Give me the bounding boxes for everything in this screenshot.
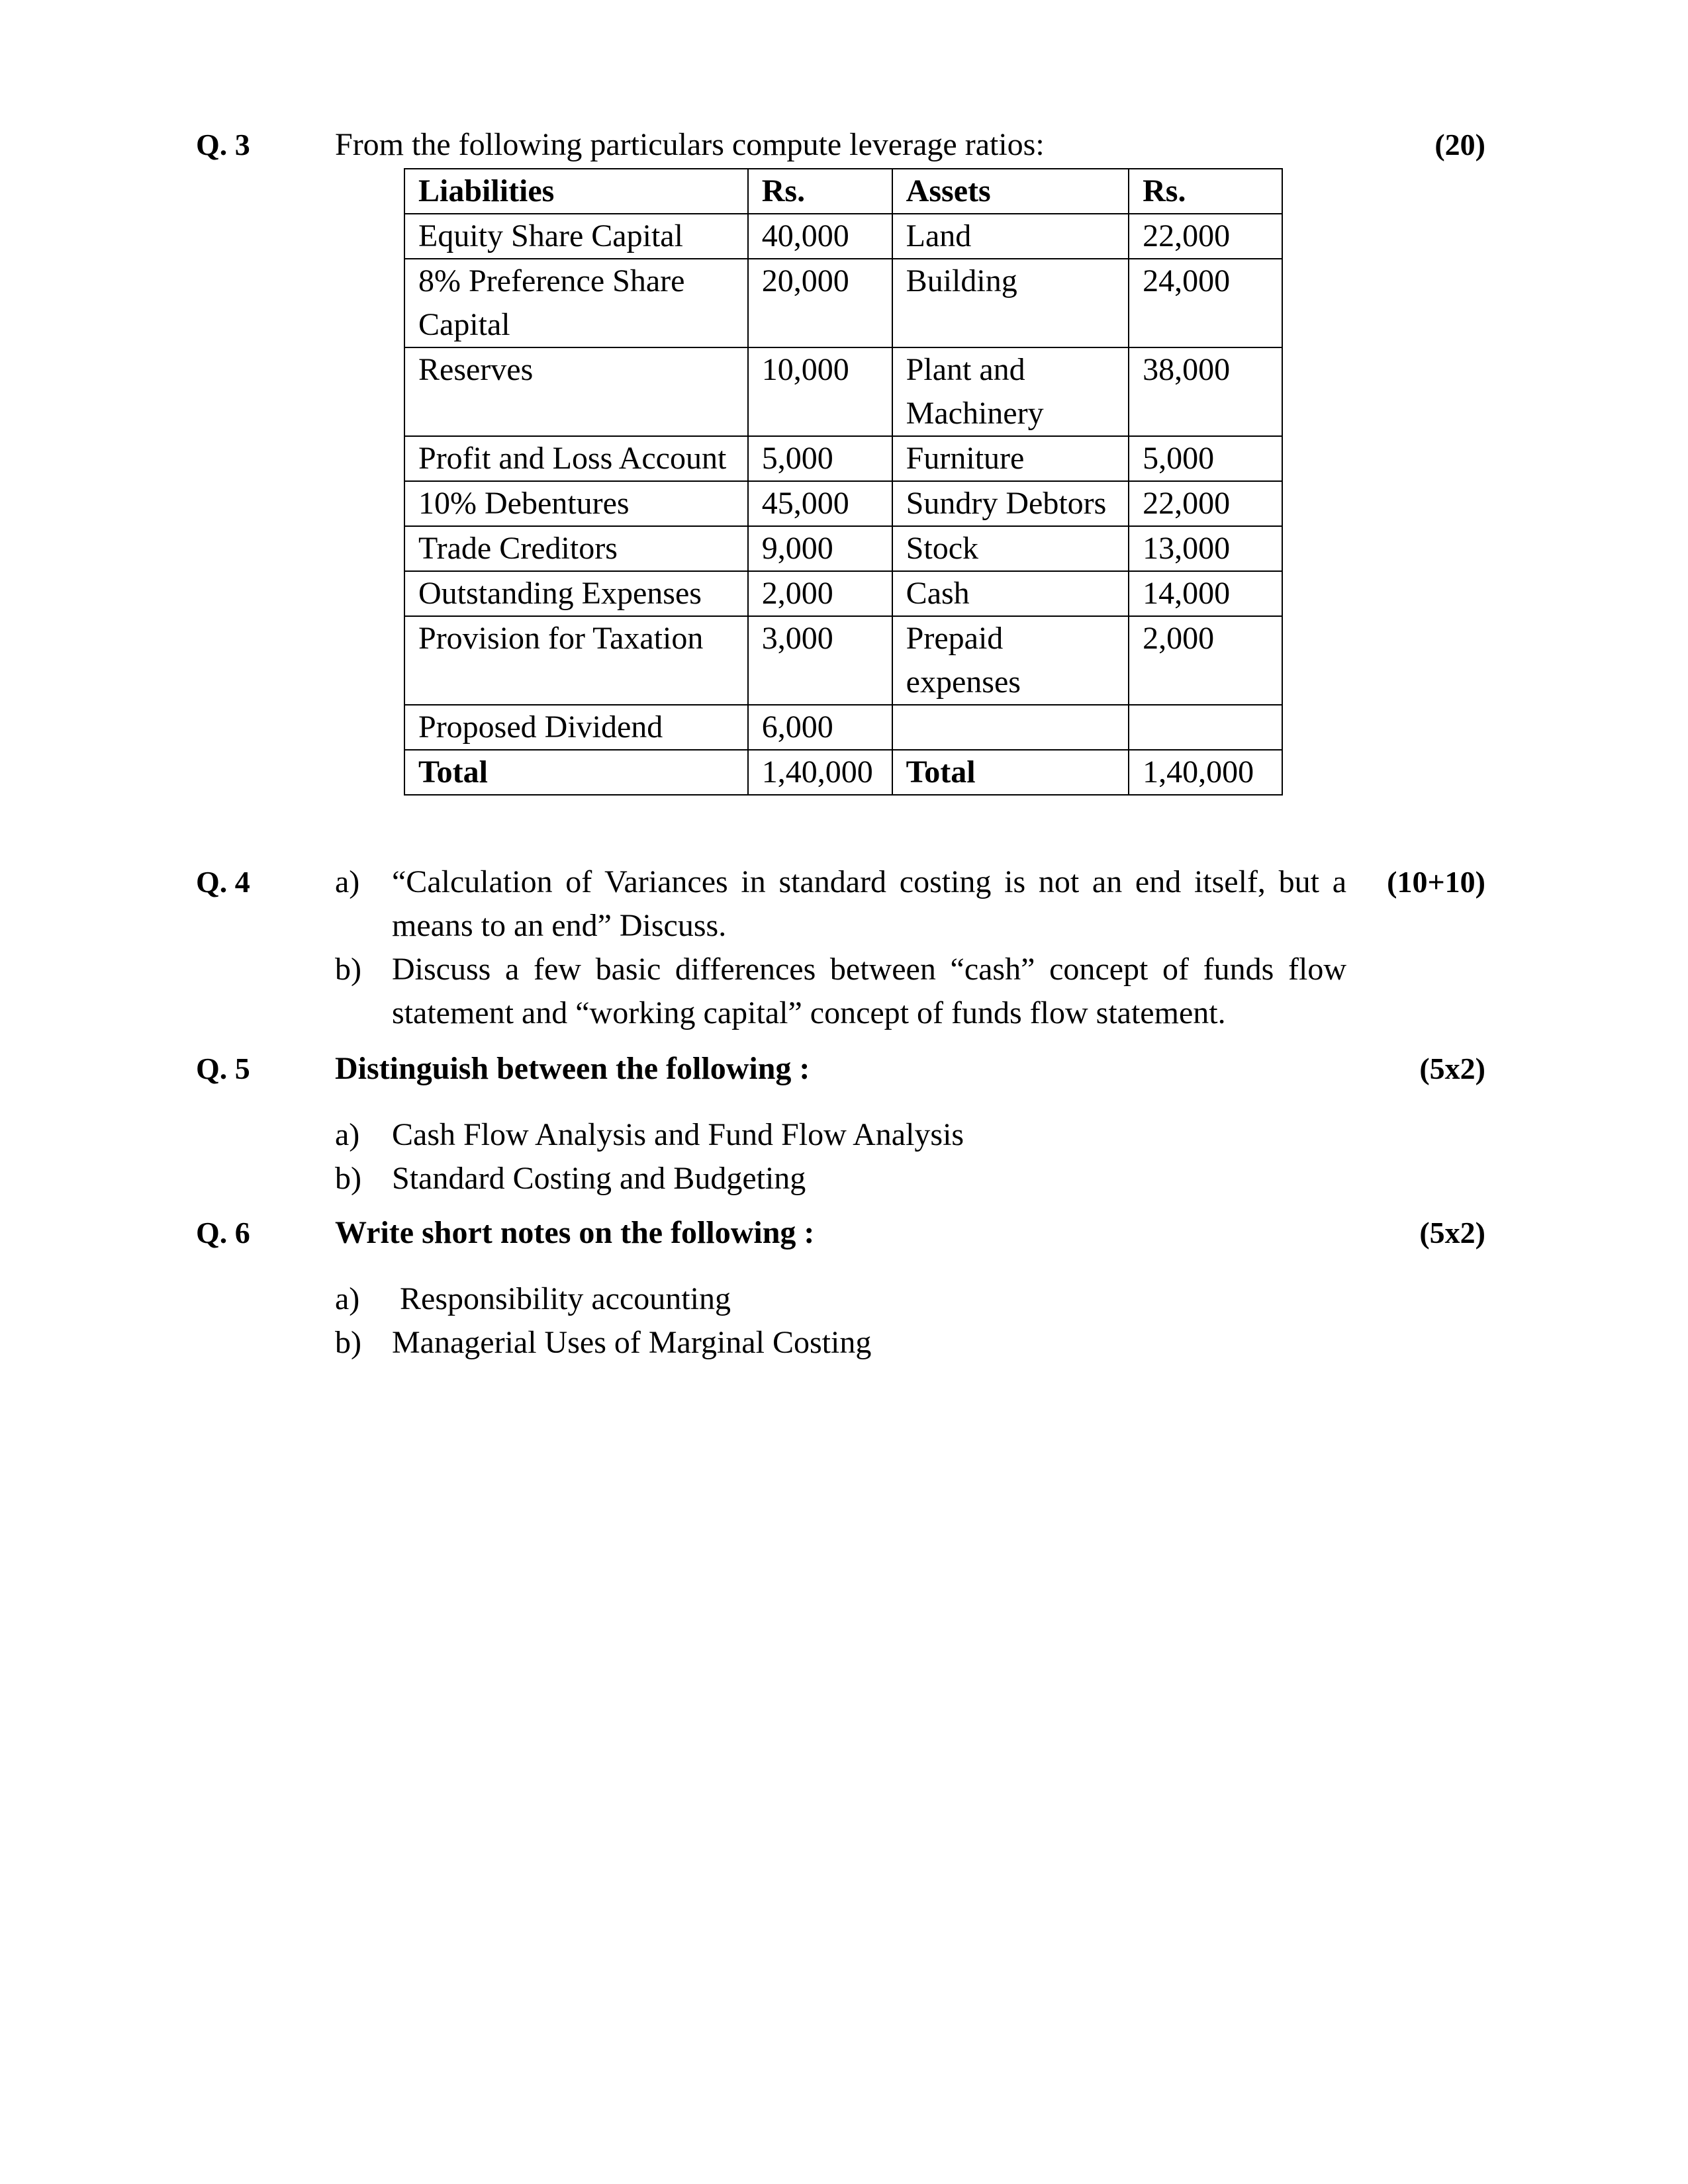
question-4-number: Q. 4 <box>196 865 250 899</box>
question-5-part-b-label: b) <box>335 1161 361 1196</box>
asset-name: Furniture <box>892 436 1129 481</box>
question-4-part-a-label: a) <box>335 864 360 899</box>
liability-name: Equity Share Capital <box>404 214 748 259</box>
header-assets: Assets <box>892 169 1129 214</box>
liability-amount: 45,000 <box>748 481 892 526</box>
question-6-number: Q. 6 <box>196 1216 250 1250</box>
asset-amount <box>1129 705 1282 750</box>
liability-amount: 10,000 <box>748 347 892 436</box>
liability-name: Outstanding Expenses <box>404 571 748 616</box>
question-6-part-b-text: Managerial Uses of Marginal Costing <box>392 1325 872 1360</box>
liability-name: Profit and Loss Account <box>404 436 748 481</box>
table-row <box>404 705 1282 750</box>
question-5-part-a-text: Cash Flow Analysis and Fund Flow Analysis <box>392 1117 964 1152</box>
assets-total-label: Total <box>892 750 1129 795</box>
question-3-prompt: From the following particulars compute leverage ratios: <box>335 127 1045 162</box>
table-row <box>404 616 1282 705</box>
asset-name: Prepaid expenses <box>892 616 1129 705</box>
liability-amount: 2,000 <box>748 571 892 616</box>
liability-amount: 3,000 <box>748 616 892 705</box>
table-row <box>404 259 1282 347</box>
asset-name: Stock <box>892 526 1129 571</box>
liability-name: 8% Preference Share Capital <box>404 259 748 347</box>
header-rs-assets: Rs. <box>1129 169 1282 214</box>
asset-amount: 38,000 <box>1129 347 1282 436</box>
asset-name <box>892 705 1129 750</box>
table-row <box>404 214 1282 259</box>
question-6-part-b-label: b) <box>335 1325 361 1360</box>
header-liabilities: Liabilities <box>404 169 748 214</box>
liabilities-total-label: Total <box>404 750 748 795</box>
table-row <box>404 436 1282 481</box>
table-total-row <box>404 750 1282 795</box>
asset-amount: 2,000 <box>1129 616 1282 705</box>
liability-name: 10% Debentures <box>404 481 748 526</box>
asset-amount: 13,000 <box>1129 526 1282 571</box>
question-5-heading: Distinguish between the following : <box>335 1051 810 1086</box>
asset-name: Cash <box>892 571 1129 616</box>
liability-name: Reserves <box>404 347 748 436</box>
liability-amount: 5,000 <box>748 436 892 481</box>
asset-name: Sundry Debtors <box>892 481 1129 526</box>
liability-name: Trade Creditors <box>404 526 748 571</box>
question-5-part-a-label: a) <box>335 1117 360 1152</box>
asset-amount: 24,000 <box>1129 259 1282 347</box>
table-row <box>404 481 1282 526</box>
asset-name: Building <box>892 259 1129 347</box>
asset-amount: 14,000 <box>1129 571 1282 616</box>
question-4-marks: (10+10) <box>1387 865 1485 899</box>
asset-amount: 22,000 <box>1129 214 1282 259</box>
liability-name: Provision for Taxation <box>404 616 748 705</box>
question-6-heading: Write short notes on the following : <box>335 1215 815 1250</box>
question-6-part-a-label: a) <box>335 1281 360 1316</box>
asset-name: Plant and Machinery <box>892 347 1129 436</box>
question-4-part-a-text: “Calculation of Variances in standard costing is not an end itself, but a means to an end” Discuss. <box>392 864 1346 943</box>
question-5-marks: (5x2) <box>1419 1052 1485 1085</box>
table-row <box>404 526 1282 571</box>
balance-sheet-table <box>404 168 1283 796</box>
liability-amount: 40,000 <box>748 214 892 259</box>
liability-amount: 20,000 <box>748 259 892 347</box>
header-rs-liabilities: Rs. <box>748 169 892 214</box>
asset-amount: 22,000 <box>1129 481 1282 526</box>
question-5-number: Q. 5 <box>196 1052 250 1085</box>
asset-amount: 5,000 <box>1129 436 1282 481</box>
liability-amount: 6,000 <box>748 705 892 750</box>
question-6-marks: (5x2) <box>1419 1216 1485 1250</box>
table-row <box>404 571 1282 616</box>
question-4-part-b-label: b) <box>335 952 361 987</box>
question-4-part-b-text: Discuss a few basic differences between “cash” concept of funds flow statement and “working capital” concept of funds flow statement. <box>392 952 1346 1030</box>
liability-amount: 9,000 <box>748 526 892 571</box>
liabilities-total-amount: 1,40,000 <box>748 750 892 795</box>
liability-name: Proposed Dividend <box>404 705 748 750</box>
question-5-part-b-text: Standard Costing and Budgeting <box>392 1161 806 1196</box>
asset-name: Land <box>892 214 1129 259</box>
question-3-marks: (20) <box>1434 128 1485 161</box>
question-3-number: Q. 3 <box>196 128 250 161</box>
assets-total-amount: 1,40,000 <box>1129 750 1282 795</box>
question-6-part-a-text: Responsibility accounting <box>400 1281 731 1316</box>
table-header-row <box>404 169 1282 214</box>
table-row <box>404 347 1282 436</box>
